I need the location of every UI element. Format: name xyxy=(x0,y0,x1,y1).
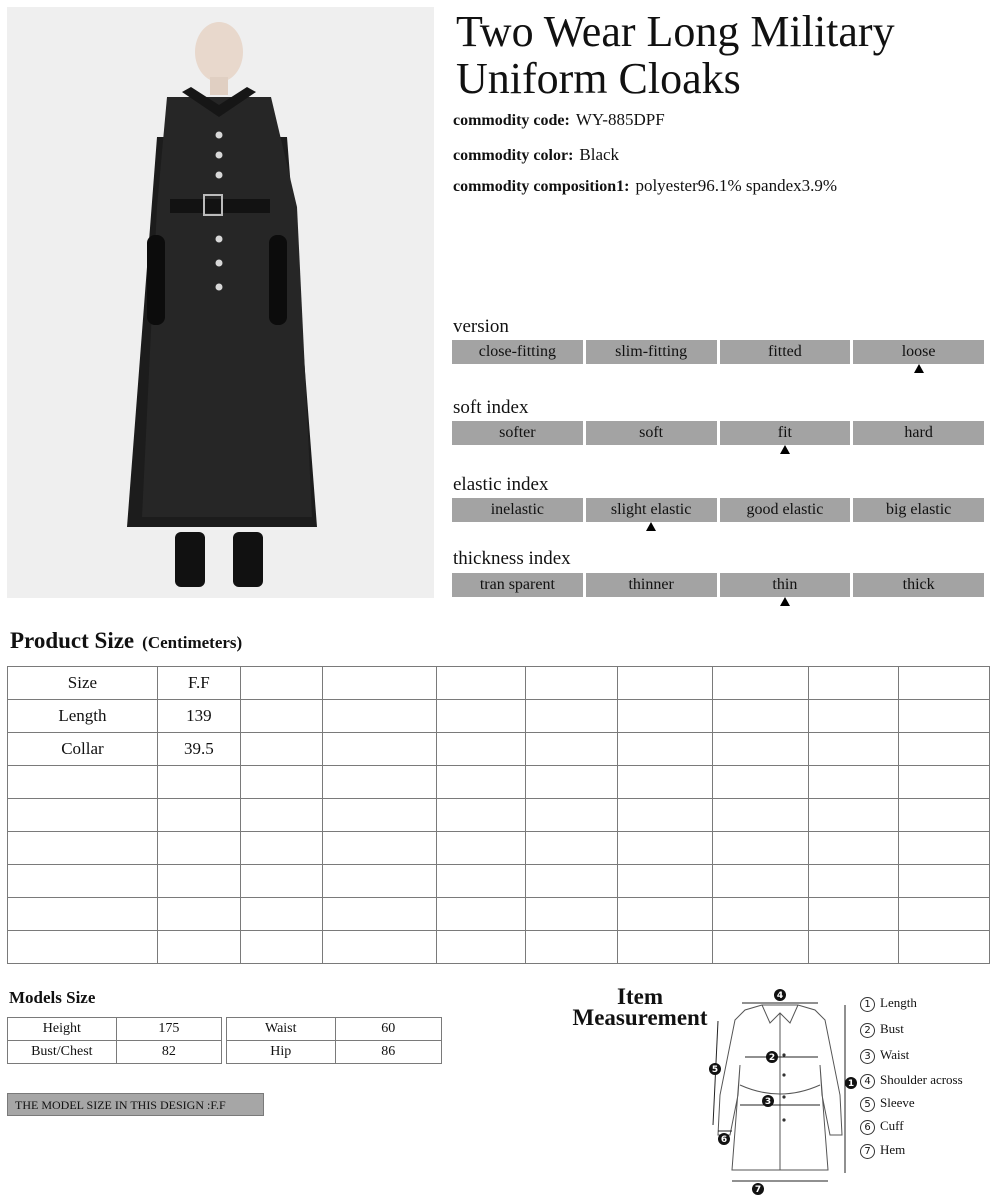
product-title xyxy=(456,8,986,102)
waist-label: Waist xyxy=(227,1018,336,1041)
product-size-table xyxy=(7,666,990,964)
table-row xyxy=(8,931,990,964)
commodity-composition-label: commodity composition1: xyxy=(453,178,630,195)
table-row xyxy=(8,733,990,766)
commodity-composition-value: polyester96.1% spandex3.9% xyxy=(635,176,838,195)
soft-index-option: soft xyxy=(586,421,717,445)
soft-index-title: soft index xyxy=(453,397,529,418)
version-option: slim-fitting xyxy=(586,340,717,364)
version-scale xyxy=(452,340,984,364)
title-line-2: Uniform Cloaks xyxy=(456,54,741,103)
legend-item-waist: 3 Waist xyxy=(860,1047,990,1064)
table-row xyxy=(8,832,990,865)
commodity-composition-row xyxy=(453,176,837,196)
table-row xyxy=(227,1041,442,1064)
elastic-index-option: inelastic xyxy=(452,498,583,522)
height-label: Height xyxy=(8,1018,117,1041)
product-size-title xyxy=(10,628,242,654)
version-title: version xyxy=(453,316,509,337)
commodity-code-value: WY-885DPF xyxy=(575,110,665,129)
height-value: 175 xyxy=(116,1018,221,1041)
soft-index-scale xyxy=(452,421,984,445)
svg-text:1: 1 xyxy=(847,1079,855,1089)
commodity-color-label: commodity color: xyxy=(453,147,574,164)
thickness-index-option: tran sparent xyxy=(452,573,583,597)
hip-label: Hip xyxy=(227,1041,336,1064)
collar-row-label: Collar xyxy=(8,733,158,766)
commodity-code-row xyxy=(453,110,665,130)
selected-marker-icon xyxy=(780,597,790,606)
legend-item-length: 1 Length xyxy=(860,995,990,1012)
product-size-heading: Product Size xyxy=(10,628,135,653)
collar-row-value: 39.5 xyxy=(157,733,240,766)
legend-item-shoulder: 4 Shoulder across xyxy=(860,1072,990,1089)
product-size-unit: (Centimeters) xyxy=(142,633,243,652)
soft-index-option: fit xyxy=(720,421,851,445)
elastic-index-option: big elastic xyxy=(853,498,984,522)
coat-measurement-diagram xyxy=(700,985,860,1200)
svg-text:5: 5 xyxy=(711,1065,719,1075)
svg-text:7: 7 xyxy=(754,1185,762,1195)
table-row xyxy=(8,799,990,832)
table-row xyxy=(8,1041,222,1064)
table-row xyxy=(227,1018,442,1041)
model-size-note: THE MODEL SIZE IN THIS DESIGN :F.F xyxy=(7,1093,264,1116)
selected-marker-icon xyxy=(780,445,790,454)
commodity-color-row xyxy=(453,145,619,165)
table-row xyxy=(8,667,990,700)
elastic-index-scale xyxy=(452,498,984,522)
bust-value: 82 xyxy=(116,1041,221,1064)
legend-item-cuff: 6 Cuff xyxy=(860,1118,990,1135)
svg-text:2: 2 xyxy=(768,1053,776,1063)
commodity-code-label: commodity code: xyxy=(453,112,570,129)
commodity-color-value: Black xyxy=(579,145,620,164)
title-line-1: Two Wear Long Military xyxy=(456,7,895,56)
elastic-index-title: elastic index xyxy=(453,474,549,495)
thickness-index-option: thinner xyxy=(586,573,717,597)
models-size-table-right xyxy=(226,1017,442,1064)
selected-marker-icon xyxy=(646,522,656,531)
table-row xyxy=(8,865,990,898)
models-size-table-left xyxy=(7,1017,222,1064)
svg-text:3: 3 xyxy=(764,1097,772,1107)
thickness-index-option: thick xyxy=(853,573,984,597)
length-row-value: 139 xyxy=(157,700,240,733)
selected-marker-icon xyxy=(914,364,924,373)
svg-text:4: 4 xyxy=(776,991,784,1001)
item-measurement-title xyxy=(560,986,720,1028)
soft-index-option: softer xyxy=(452,421,583,445)
version-option: close-fitting xyxy=(452,340,583,364)
version-option: loose xyxy=(853,340,984,364)
legend-item-sleeve: 5 Sleeve xyxy=(860,1095,990,1112)
item-measurement-line-1: Item xyxy=(617,984,663,1009)
models-size-title: Models Size xyxy=(9,988,96,1007)
legend-item-bust: 2 Bust xyxy=(860,1021,990,1038)
waist-value: 60 xyxy=(335,1018,441,1041)
elastic-index-option: slight elastic xyxy=(586,498,717,522)
size-row-label: Size xyxy=(8,667,158,700)
thickness-index-scale xyxy=(452,573,984,597)
version-option: fitted xyxy=(720,340,851,364)
length-row-label: Length xyxy=(8,700,158,733)
table-row xyxy=(8,898,990,931)
soft-index-option: hard xyxy=(853,421,984,445)
size-row-value: F.F xyxy=(157,667,240,700)
product-photo xyxy=(7,7,434,598)
svg-text:6: 6 xyxy=(720,1135,728,1145)
thickness-index-title: thickness index xyxy=(453,548,571,569)
table-row xyxy=(8,700,990,733)
legend-item-hem: 7 Hem xyxy=(860,1142,990,1159)
table-row xyxy=(8,766,990,799)
bust-label: Bust/Chest xyxy=(8,1041,117,1064)
elastic-index-option: good elastic xyxy=(720,498,851,522)
item-measurement-line-2: Measurement xyxy=(572,1005,708,1030)
thickness-index-option: thin xyxy=(720,573,851,597)
hip-value: 86 xyxy=(335,1041,441,1064)
table-row xyxy=(8,1018,222,1041)
